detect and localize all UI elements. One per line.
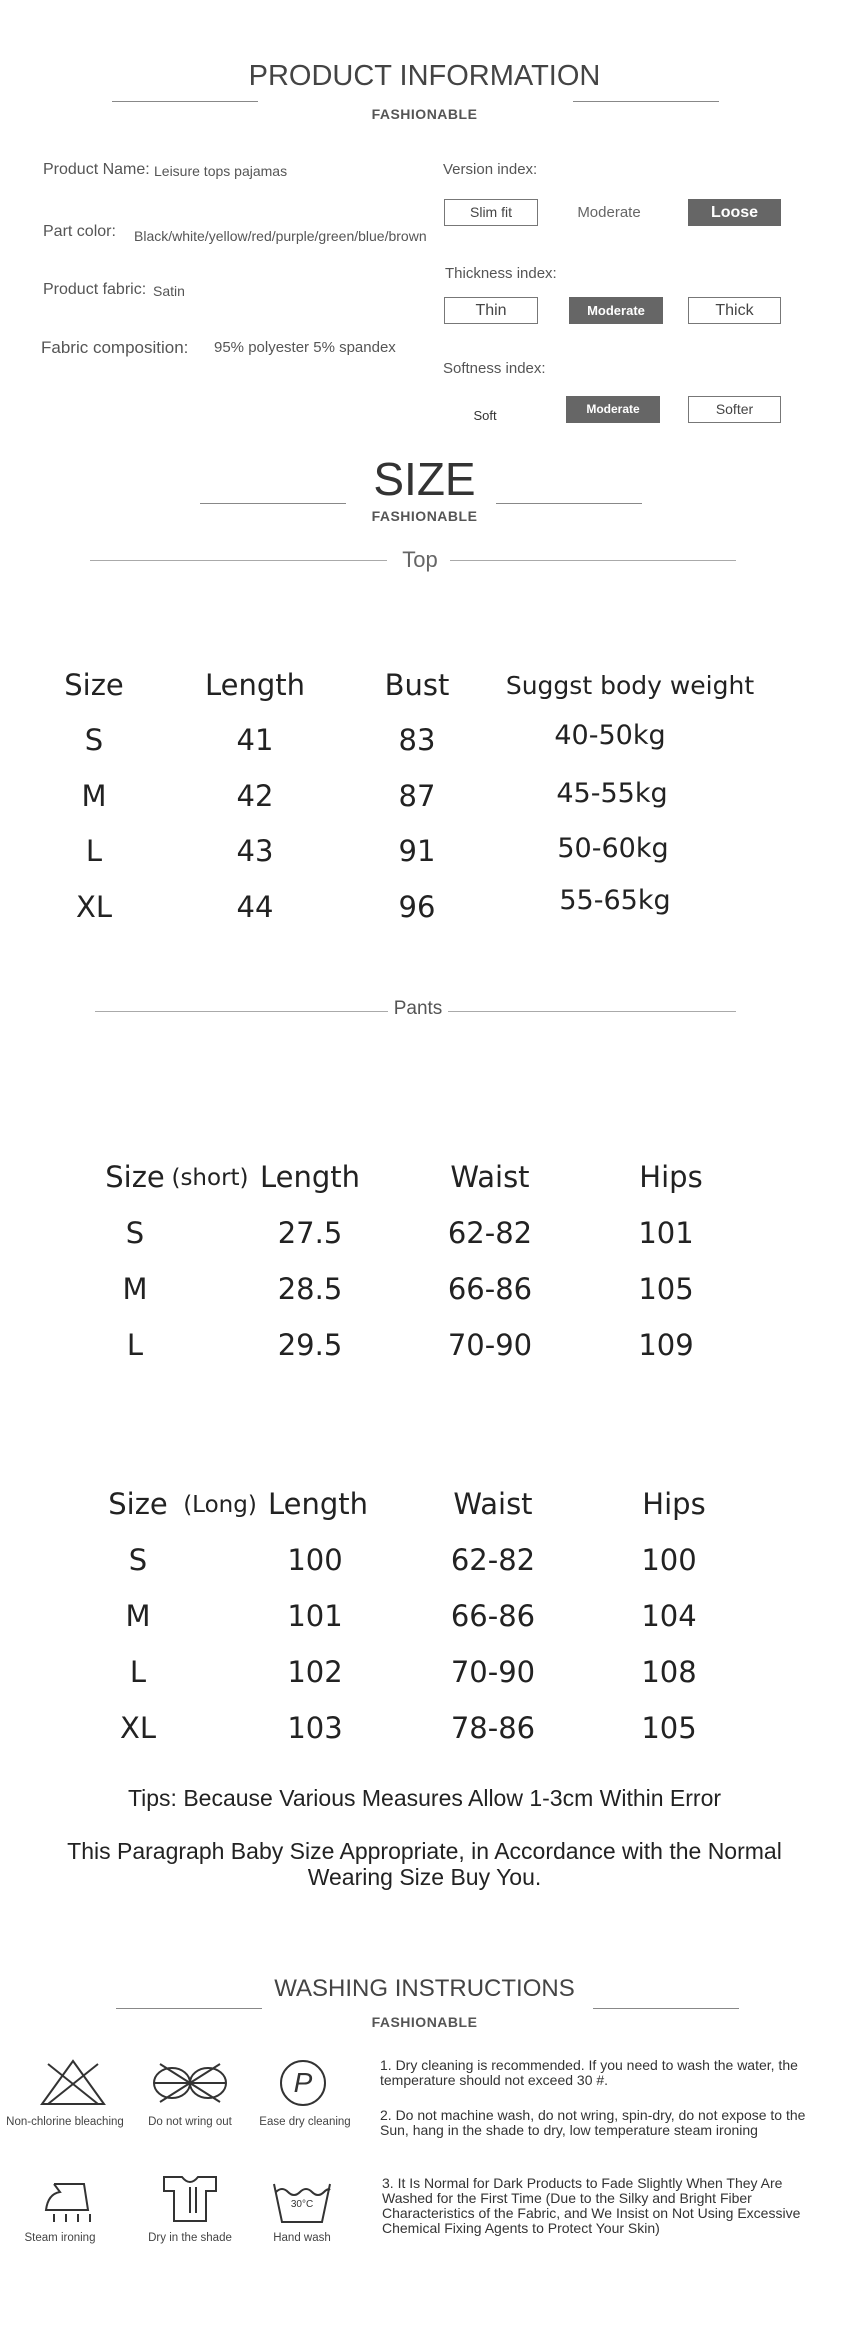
version-index-label: Version index: (443, 161, 538, 178)
table-cell: 62-82 (447, 1216, 533, 1250)
table-header: (Long) (183, 1492, 257, 1518)
steam-iron-label: Steam ironing (24, 2232, 96, 2244)
hand-wash-icon (270, 2176, 334, 2226)
table-header: Bust (384, 668, 450, 702)
thickness-option-thin: Thin (444, 297, 538, 324)
washing-note-1: 1. Dry cleaning is recommended. If you need to wash the water, the temperature should not exceed 30 #. (380, 2057, 798, 2088)
washing-note-3: 3. It Is Normal for Dark Products to Fade Slightly When They Are Washed for the First Time (Due to the Silky and Bright Fiber Characteristics of the Fabric, and We Insist on Not Using Excessive Chemical Fixing Agents to Protect Your Skin) (382, 2175, 801, 2236)
table-cell: 91 (398, 834, 436, 868)
divider (573, 101, 719, 102)
softness-option-softer: Softer (688, 396, 781, 423)
shade-dry-label: Dry in the shade (148, 2232, 232, 2244)
table-cell: M (122, 1272, 148, 1306)
table-header: Length (267, 1487, 369, 1521)
table-cell: 62-82 (450, 1543, 536, 1577)
table-cell: 101 (287, 1599, 343, 1633)
size-title: SIZE (373, 453, 476, 505)
table-cell: 96 (398, 890, 436, 924)
table-cell: 28.5 (277, 1272, 343, 1306)
steam-iron-icon (40, 2176, 100, 2226)
divider (496, 503, 642, 504)
table-cell: S (125, 1216, 145, 1250)
table-cell: 40-50kg (554, 720, 666, 751)
product-info-title: PRODUCT INFORMATION (248, 60, 601, 92)
thickness-index-label: Thickness index: (445, 265, 557, 282)
table-cell: 78-86 (450, 1711, 536, 1745)
divider (450, 560, 736, 561)
table-header: Length (259, 1160, 361, 1194)
table-cell: 100 (641, 1543, 697, 1577)
table-cell: 102 (287, 1655, 343, 1689)
version-option-moderate: Moderate (577, 204, 641, 221)
washing-title: WASHING INSTRUCTIONS (274, 1975, 575, 2002)
table-cell: L (85, 834, 103, 868)
table-cell: L (129, 1655, 147, 1689)
fabric-composition-label: Fabric composition: (41, 338, 189, 357)
hand-wash-glyph: 30°C (290, 2199, 314, 2210)
part-color-label: Part color: (43, 223, 116, 240)
product-fabric-value: Satin (153, 283, 185, 299)
table-cell: 41 (236, 723, 274, 757)
table-header: Size (108, 1487, 168, 1521)
table-cell: 101 (638, 1216, 694, 1250)
table-cell: 27.5 (277, 1216, 343, 1250)
table-cell: 70-90 (447, 1328, 533, 1362)
divider (200, 503, 346, 504)
table-cell: 70-90 (450, 1655, 536, 1689)
no-bleach-label: Non-chlorine bleaching (6, 2116, 124, 2128)
tips-size-note-line1: This Paragraph Baby Size Appropriate, in Accordance with the Normal (67, 1838, 782, 1864)
table-header: Waist (450, 1160, 530, 1194)
divider (448, 1011, 736, 1012)
washing-subtitle: FASHIONABLE (371, 2014, 478, 2030)
table-header: Size (64, 668, 124, 702)
table-cell: S (84, 723, 104, 757)
divider (112, 101, 258, 102)
dry-clean-icon (278, 2058, 328, 2108)
table-cell: 108 (641, 1655, 697, 1689)
product-name-label: Product Name: (43, 161, 150, 178)
table-cell: 109 (638, 1328, 694, 1362)
table-header: Size (105, 1160, 165, 1194)
version-option-loose: Loose (688, 199, 781, 226)
table-cell: XL (119, 1711, 157, 1745)
tips-error-note: Tips: Because Various Measures Allow 1-3cm Within Error (127, 1785, 722, 1811)
softness-index-label: Softness index: (443, 360, 546, 377)
table-cell: 42 (236, 779, 274, 813)
table-cell: 83 (398, 723, 436, 757)
table-cell: 103 (287, 1711, 343, 1745)
table-cell: 87 (398, 779, 436, 813)
table-header: (short) (171, 1165, 249, 1191)
softness-option-soft: Soft (473, 408, 497, 423)
product-name-value: Leisure tops pajamas (154, 163, 288, 179)
table-cell: 50-60kg (557, 833, 669, 864)
top-label: Top (402, 547, 438, 572)
table-cell: M (81, 779, 107, 813)
table-header: Length (204, 668, 306, 702)
thickness-option-moderate: Moderate (569, 297, 663, 324)
table-cell: 43 (236, 834, 274, 868)
dry-clean-label: Ease dry cleaning (259, 2116, 351, 2128)
table-header: Suggst body weight (505, 671, 755, 700)
dry-clean-glyph: P (293, 2067, 313, 2098)
softness-option-moderate: Moderate (566, 396, 660, 423)
table-header: Hips (642, 1487, 706, 1521)
table-cell: 66-86 (450, 1599, 536, 1633)
size-subtitle: FASHIONABLE (371, 508, 478, 524)
table-cell: 100 (287, 1543, 343, 1577)
no-bleach-icon (38, 2058, 108, 2108)
table-cell: 44 (236, 890, 274, 924)
table-cell: 66-86 (447, 1272, 533, 1306)
table-cell: 105 (641, 1711, 697, 1745)
pants-label: Pants (393, 998, 443, 1019)
no-wring-icon (150, 2060, 230, 2106)
table-cell: L (126, 1328, 144, 1362)
table-cell: 29.5 (277, 1328, 343, 1362)
table-header: Waist (453, 1487, 533, 1521)
table-header: Hips (639, 1160, 703, 1194)
table-cell: 45-55kg (556, 778, 668, 809)
product-fabric-label: Product fabric: (43, 281, 147, 298)
table-cell: 105 (638, 1272, 694, 1306)
table-cell: 104 (641, 1599, 697, 1633)
divider (90, 560, 387, 561)
table-cell: M (125, 1599, 151, 1633)
no-wring-label: Do not wring out (148, 2116, 232, 2128)
shade-dry-icon (160, 2173, 220, 2225)
version-option-slim-fit: Slim fit (444, 199, 538, 226)
tips-size-note-line2: Wearing Size Buy You. (307, 1864, 542, 1890)
divider (593, 2008, 739, 2009)
part-color-value: Black/white/yellow/red/purple/green/blue/brown (134, 228, 427, 244)
washing-note-2: 2. Do not machine wash, do not wring, spin-dry, do not expose to the Sun, hang in the shade to dry, low temperature steam ironing (380, 2107, 806, 2138)
table-cell: 55-65kg (559, 885, 671, 916)
thickness-option-thick: Thick (688, 297, 781, 324)
fabric-composition-value: 95% polyester 5% spandex (214, 339, 396, 356)
product-info-subtitle: FASHIONABLE (371, 106, 478, 122)
table-cell: XL (75, 890, 113, 924)
hand-wash-label: Hand wash (273, 2232, 331, 2244)
table-cell: S (128, 1543, 148, 1577)
divider (116, 2008, 262, 2009)
divider (95, 1011, 388, 1012)
